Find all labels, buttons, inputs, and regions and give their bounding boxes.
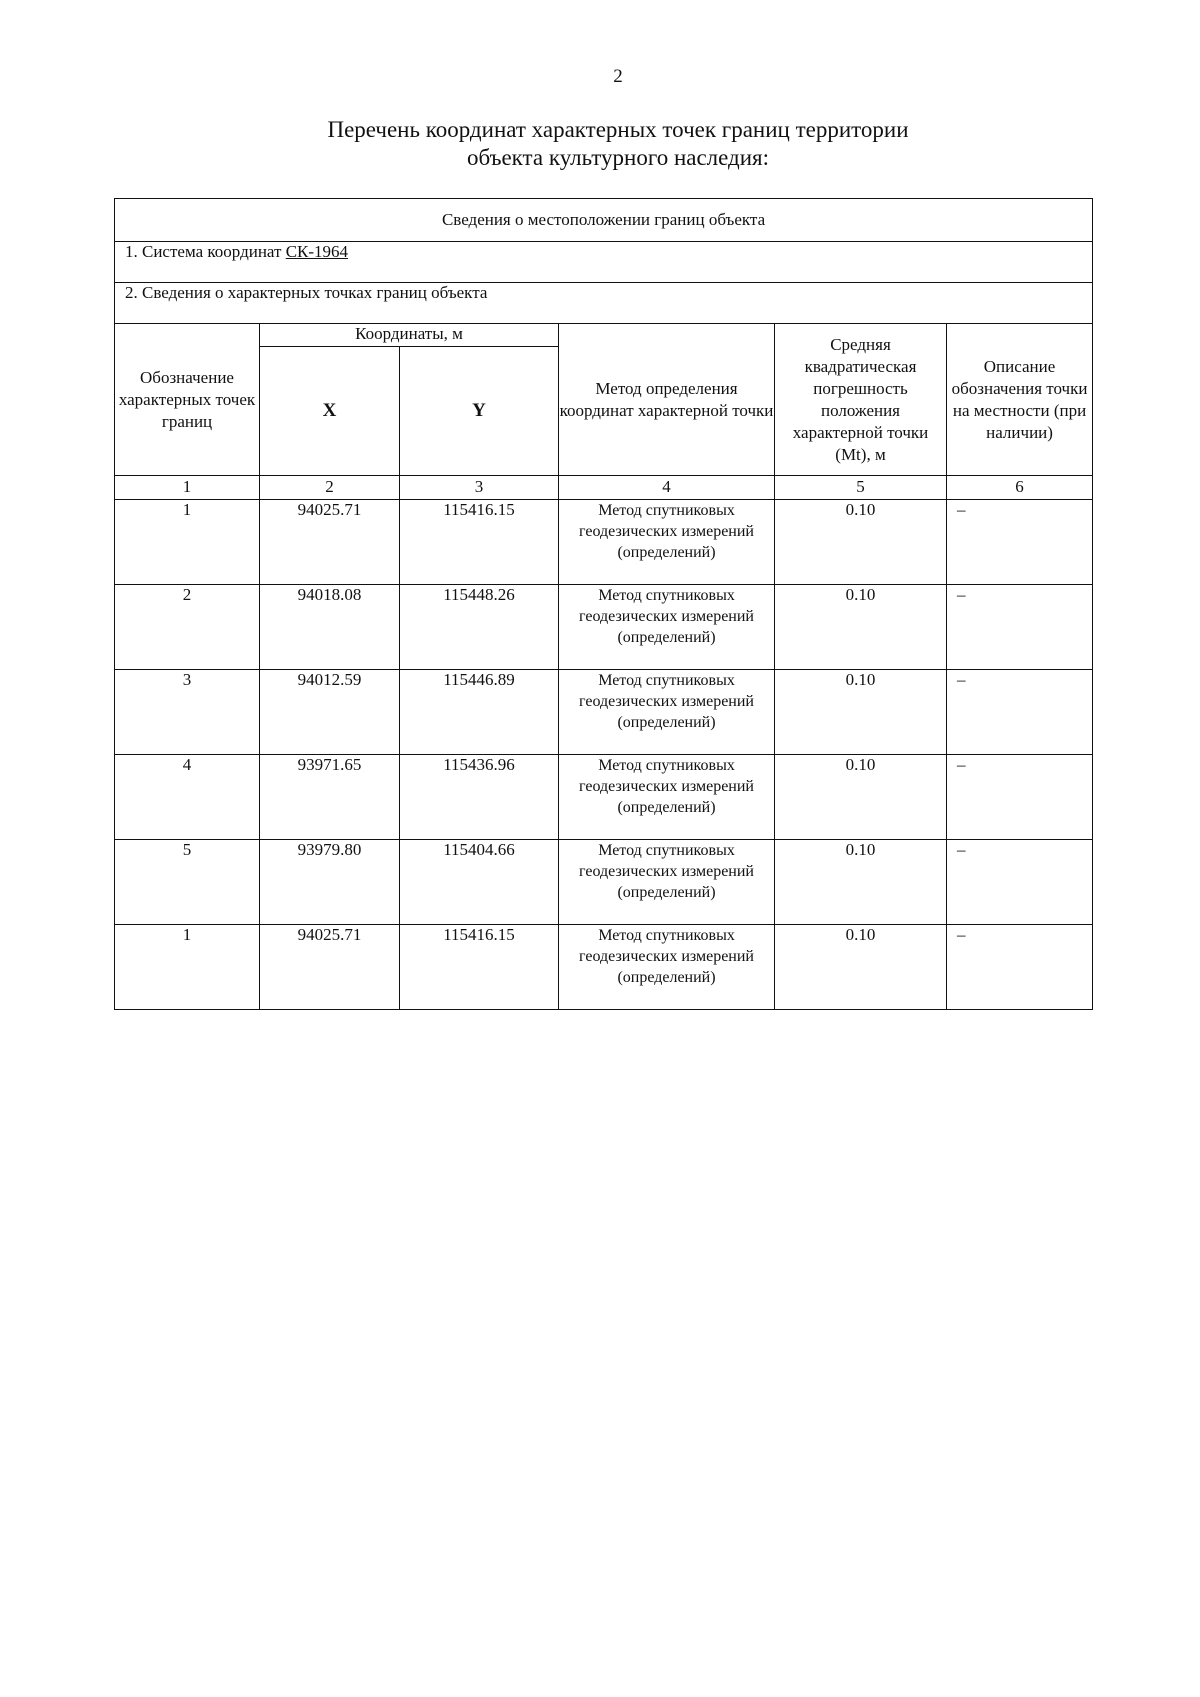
header-error: Средняя квадратическая погрешность положения характерной точки (Mt), м: [775, 324, 947, 476]
description: –: [947, 500, 1093, 585]
method: Метод спутниковых геодезических измерений (определений): [559, 840, 775, 925]
coord-x: 93979.80: [260, 840, 400, 925]
coord-y: 115448.26: [400, 585, 559, 670]
column-number-5: 5: [775, 476, 947, 500]
table-row: [115, 500, 1093, 585]
table-row: [115, 840, 1093, 925]
header-method: Метод определения координат характерной точки: [559, 324, 775, 476]
header-description: Описание обозначения точки на местности (при наличии): [947, 324, 1093, 476]
title-line-1: Перечень координат характерных точек границ территории: [327, 117, 909, 142]
header-x: X: [260, 347, 400, 476]
description: –: [947, 755, 1093, 840]
document-title: [0, 116, 1200, 172]
table-row: [115, 755, 1093, 840]
column-number-3: 3: [400, 476, 559, 500]
coord-y: 115416.15: [400, 925, 559, 1010]
coord-x: 94025.71: [260, 925, 400, 1010]
title-line-2: объекта культурного наследия:: [466, 145, 770, 170]
method: Метод спутниковых геодезических измерений (определений): [559, 500, 775, 585]
coord-x: 93971.65: [260, 755, 400, 840]
page-number: 2: [613, 66, 623, 87]
description: –: [947, 840, 1093, 925]
table-row: [115, 670, 1093, 755]
error: 0.10: [775, 500, 947, 585]
column-number-4: 4: [559, 476, 775, 500]
column-number-2: 2: [260, 476, 400, 500]
error: 0.10: [775, 840, 947, 925]
method: Метод спутниковых геодезических измерений (определений): [559, 925, 775, 1010]
table-row: [115, 585, 1093, 670]
point-id: 3: [115, 670, 260, 755]
coord-x: 94025.71: [260, 500, 400, 585]
column-number-1: 1: [115, 476, 260, 500]
error: 0.10: [775, 925, 947, 1010]
section-header: Сведения о местоположении границ объекта: [115, 199, 1093, 242]
description: –: [947, 925, 1093, 1010]
coordinate-system-label: 1. Система координат: [125, 242, 286, 261]
method: Метод спутниковых геодезических измерений (определений): [559, 755, 775, 840]
coord-x: 94018.08: [260, 585, 400, 670]
header-designation: Обозначение характерных точек границ: [115, 324, 260, 476]
coordinate-system: [115, 242, 1093, 283]
method: Метод спутниковых геодезических измерений (определений): [559, 670, 775, 755]
description: –: [947, 585, 1093, 670]
method: Метод спутниковых геодезических измерений (определений): [559, 585, 775, 670]
point-id: 1: [115, 925, 260, 1010]
error: 0.10: [775, 585, 947, 670]
coord-y: 115446.89: [400, 670, 559, 755]
header-y: Y: [400, 347, 559, 476]
coordinate-system-value: СК-1964: [285, 242, 349, 261]
point-id: 2: [115, 585, 260, 670]
table-row: [115, 925, 1093, 1010]
error: 0.10: [775, 670, 947, 755]
coord-y: 115436.96: [400, 755, 559, 840]
coord-y: 115416.15: [400, 500, 559, 585]
error: 0.10: [775, 755, 947, 840]
description: –: [947, 670, 1093, 755]
header-coordinates: Координаты, м: [260, 324, 559, 347]
coord-y: 115404.66: [400, 840, 559, 925]
column-number-6: 6: [947, 476, 1093, 500]
coord-x: 94012.59: [260, 670, 400, 755]
points-info-header: 2. Сведения о характерных точках границ объекта: [115, 283, 1093, 324]
coordinates-table: [114, 198, 1093, 1010]
point-id: 5: [115, 840, 260, 925]
point-id: 1: [115, 500, 260, 585]
point-id: 4: [115, 755, 260, 840]
